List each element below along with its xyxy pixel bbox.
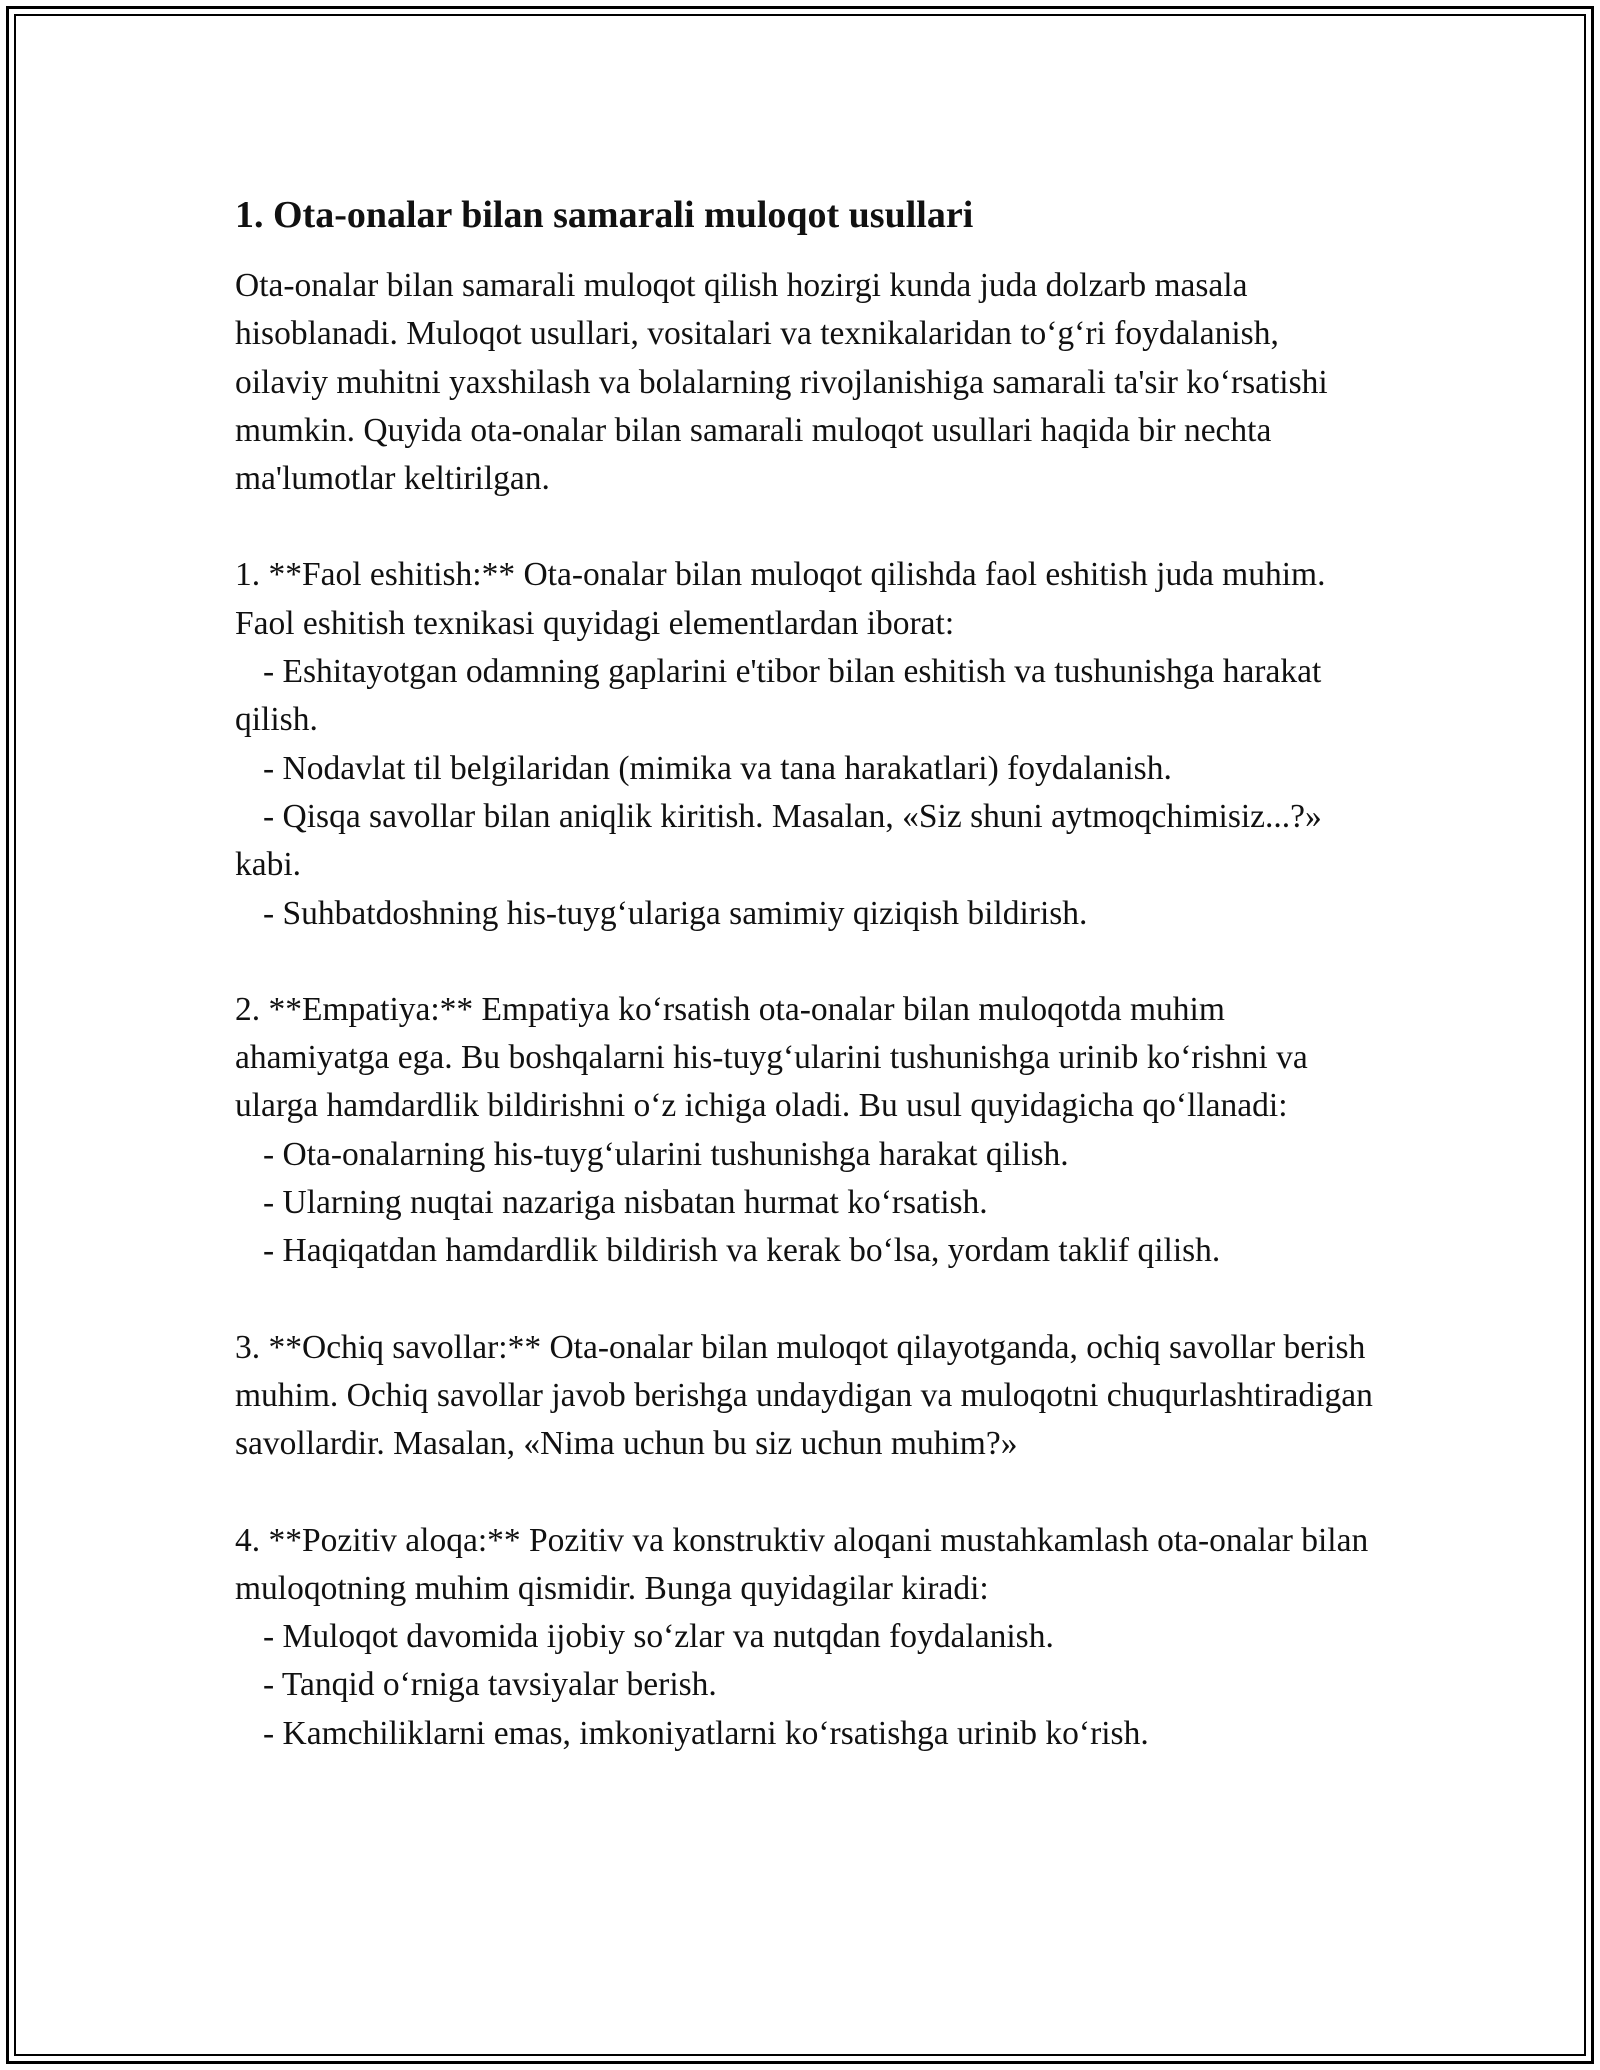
- intro-paragraph: Ota-onalar bilan samarali muloqot qilish hozirgi kunda juda dolzarb masala hisoblanadi. Muloqot usullari, vositalari va texnikalaridan to‘g‘ri foydalanish, oilaviy muhitni yaxshilash va bolalarning rivojlanishiga samarali ta'sir ko‘rsatishi mumkin. Quyida ota-onalar bilan samarali muloqot usullari haqida bir nechta ma'lumotlar keltirilgan.: [235, 267, 1328, 498]
- section-text: 4. **Pozitiv aloqa:** Pozitiv va konstruktiv aloqani mustahkamlash ota-onalar bilan muloqotning muhim qismidir. Bunga quyidagilar kiradi:: [235, 1521, 1369, 1607]
- bullet-item: - Eshitayotgan odamning gaplarini e'tibor bilan eshitish va tushunishga harakat qilish.: [235, 653, 1322, 739]
- document-title: 1. Ota-onalar bilan samarali muloqot usullari: [235, 194, 974, 236]
- section-text: 1. **Faol eshitish:** Ota-onalar bilan muloqot qilishda faol eshitish juda muhim. Faol eshitish texnikasi quyidagi elementlardan iborat:: [235, 556, 1326, 642]
- bullet-item: - Muloqot davomida ijobiy so‘zlar va nutqdan foydalanish.: [263, 1618, 1054, 1656]
- bullet-list: [235, 1131, 1375, 1276]
- section-empathy: [235, 986, 1375, 1276]
- bullet-item: - Kamchiliklarni emas, imkoniyatlarni ko‘rsatishga urinib ko‘rish.: [263, 1714, 1149, 1752]
- bullet-item: - Ota-onalarning his-tuyg‘ularini tushunishga harakat qilish.: [263, 1135, 1069, 1173]
- bullet-item: - Suhbatdoshning his-tuyg‘ulariga samimiy qiziqish bildirish.: [263, 894, 1088, 932]
- section-open-questions: [235, 1324, 1375, 1469]
- bullet-item: - Haqiqatdan hamdardlik bildirish va kerak bo‘lsa, yordam taklif qilish.: [263, 1232, 1221, 1270]
- section-text: 3. **Ochiq savollar:** Ota-onalar bilan muloqot qilayotganda, ochiq savollar berish muhim. Ochiq savollar javob berishga undaydigan va muloqotni chuqurlashtiradigan savollardir. Masalan, «Nima uchun bu siz uchun muhim?»: [235, 1328, 1373, 1463]
- bullet-item: - Ularning nuqtai nazariga nisbatan hurmat ko‘rsatish.: [263, 1184, 988, 1222]
- bullet-item: - Nodavlat til belgilaridan (mimika va tana harakatlari) foydalanish.: [263, 749, 1172, 787]
- bullet-list: [235, 648, 1375, 938]
- bullet-item: - Qisqa savollar bilan aniqlik kiritish. Masalan, «Siz shuni aytmoqchimisiz...?» kabi.: [235, 797, 1322, 884]
- document-body: [235, 190, 1375, 1758]
- section-positive-feedback: [235, 1517, 1375, 1758]
- bullet-item: - Tanqid o‘rniga tavsiyalar berish.: [263, 1666, 717, 1704]
- section-text: 2. **Empatiya:** Empatiya ko‘rsatish ota-onalar bilan muloqotda muhim ahamiyatga ega. Bu boshqalarni his-tuyg‘ularini tushunishga urinib ko‘rishni va ularga hamdardlik bildirishni o‘z ichiga oladi. Bu usul quyidagicha qo‘llanadi:: [235, 990, 1308, 1125]
- section-active-listening: [235, 551, 1375, 937]
- bullet-list: [235, 1613, 1375, 1758]
